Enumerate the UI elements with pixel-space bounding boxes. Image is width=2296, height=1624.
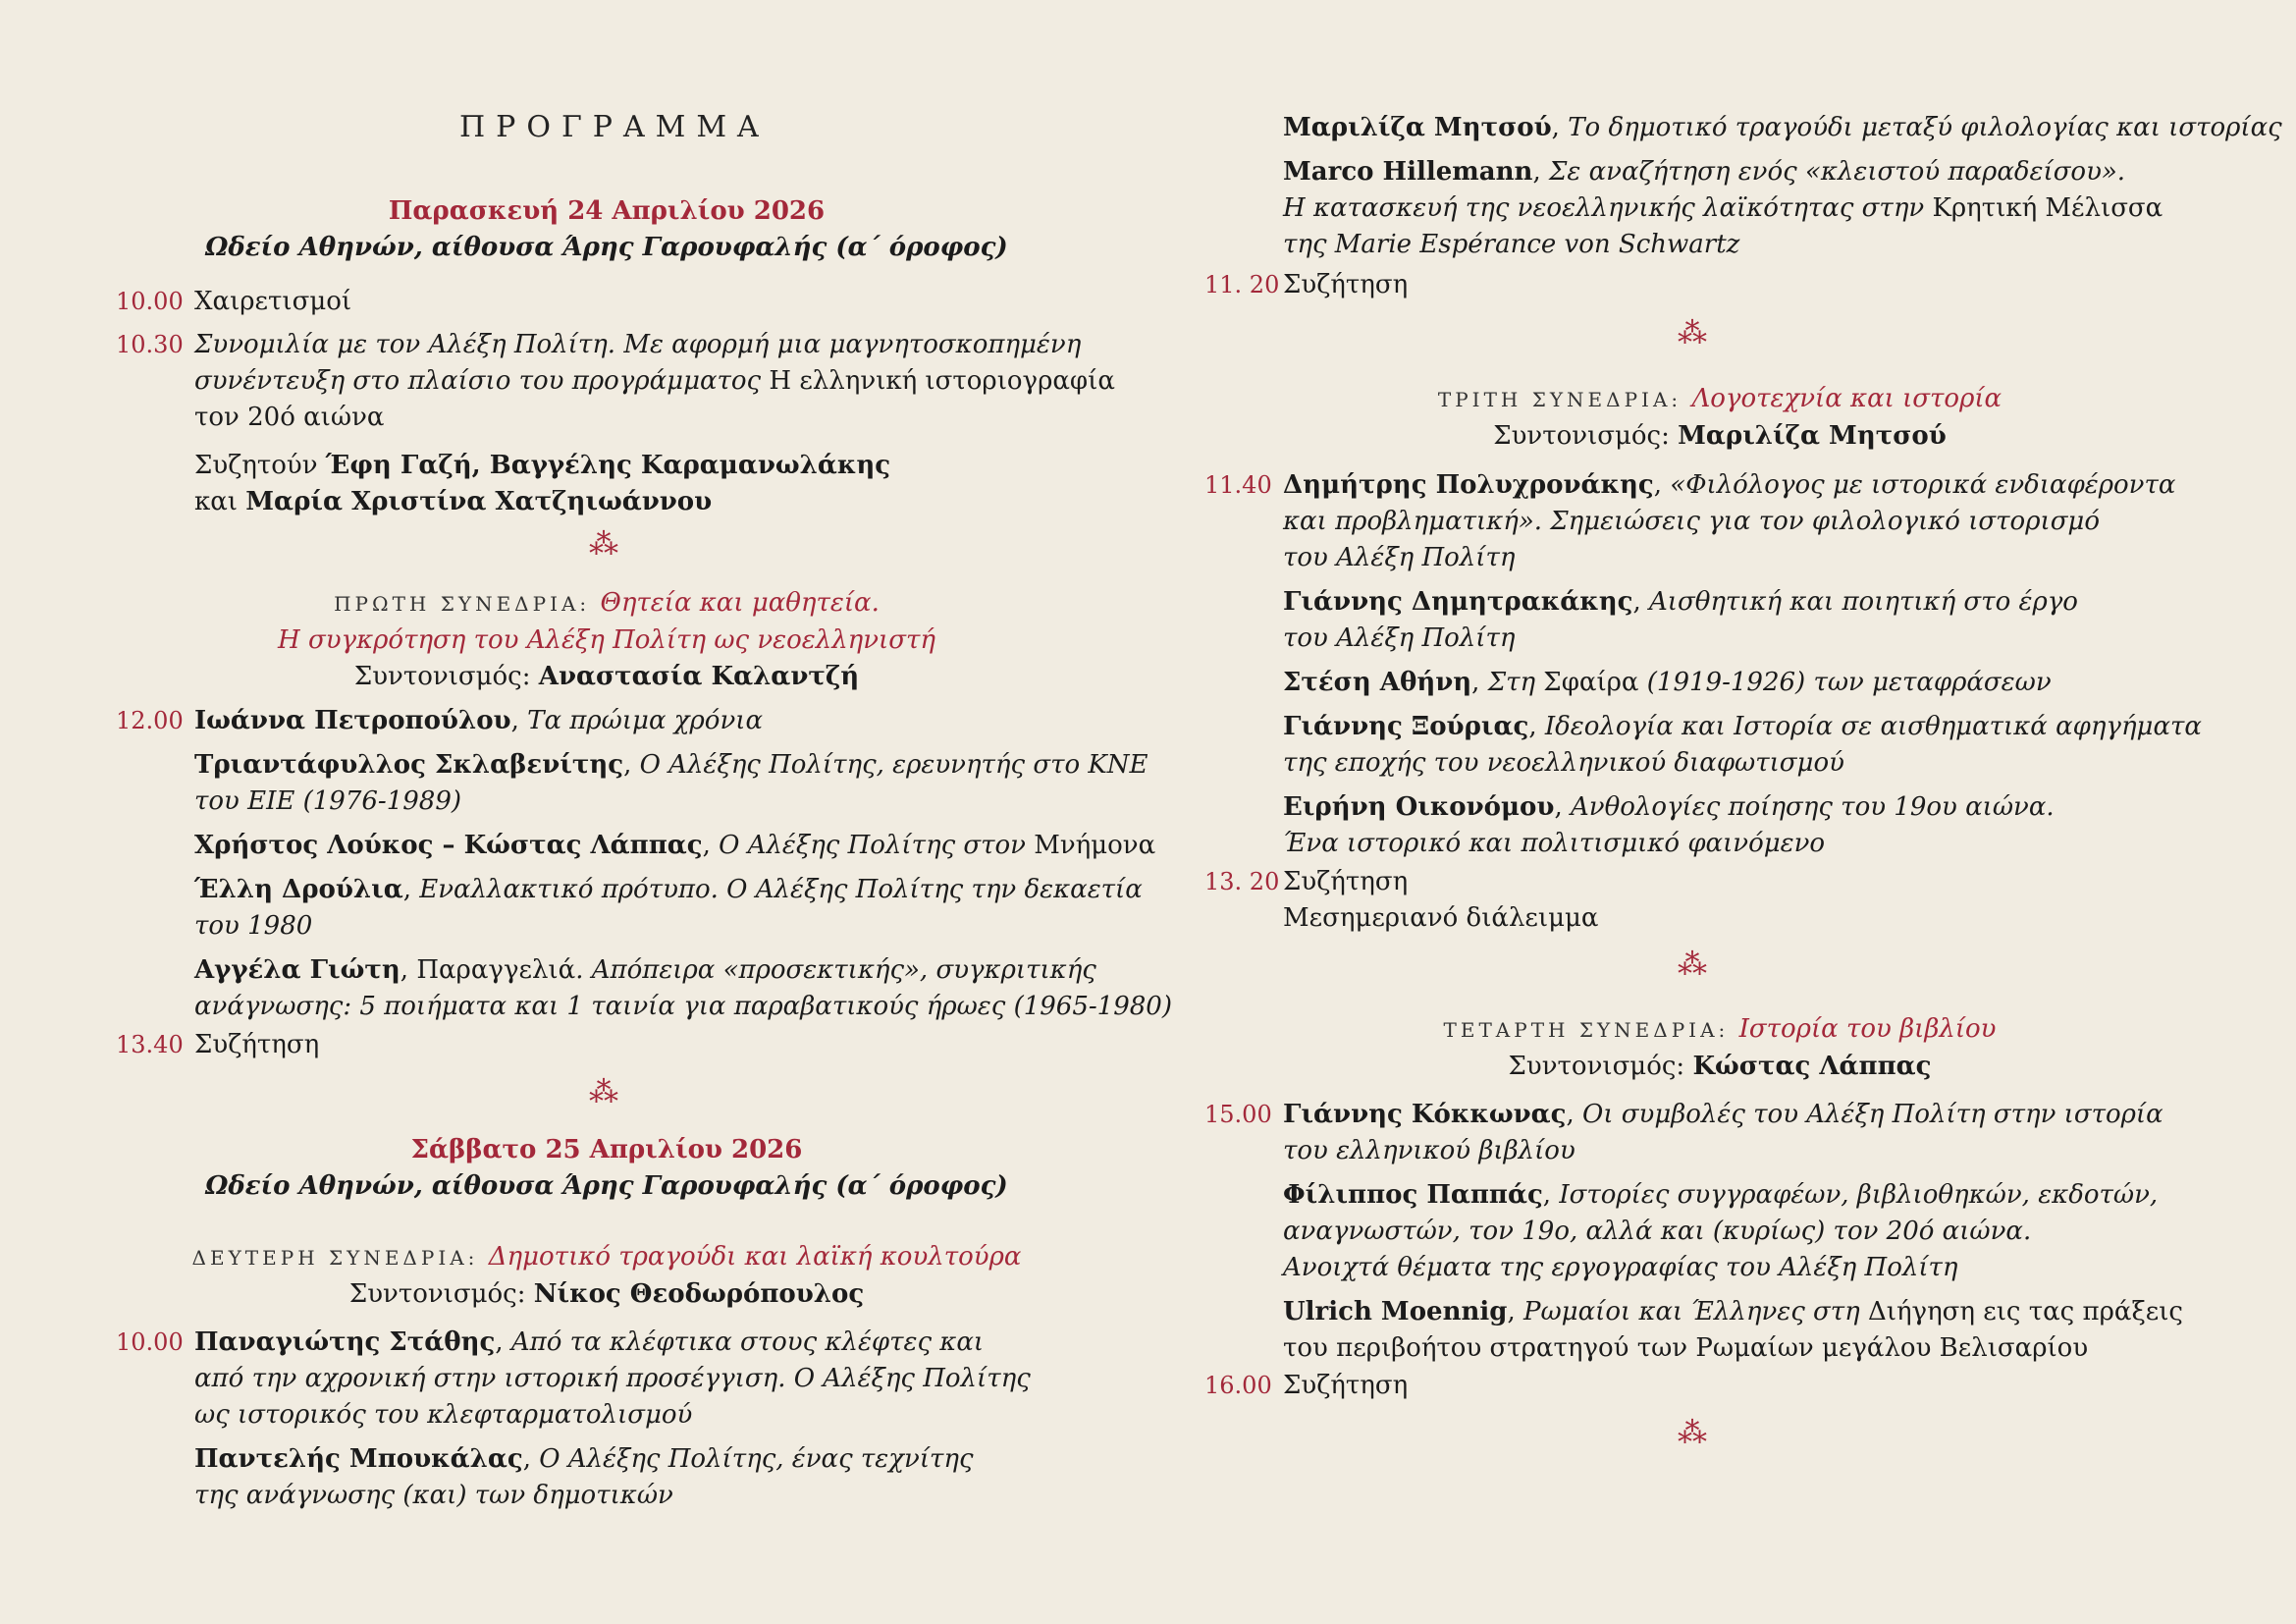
ornament-icon: ⁂: [1678, 1416, 1707, 1450]
time-label: 15.00: [1204, 1101, 1272, 1128]
session-chair: Συντονισμός: Νίκος Θεοδωρόπουλος: [348, 1279, 865, 1309]
ornament-icon: ⁂: [1678, 316, 1707, 351]
time-label: 11. 20: [1204, 271, 1280, 298]
session1-header: [116, 585, 1097, 695]
right-page: [1204, 0, 2282, 1624]
talk-title-line: Συνομιλία με τον Αλέξη Πολίτη. Με αφορμή μια μαγνητοσκοπημένη: [194, 330, 1082, 359]
discussants: Συζητούν Έφη Γαζή, Βαγγέλης Καραμανωλάκης: [194, 451, 891, 480]
talk: Δημήτρης Πολυχρονάκης, «Φιλόλογος με ιστορικά ενδιαφέροντα και προβληματική». Σημειώσεις για τον φιλολογικό ιστορισμό του Αλέξη Πολίτη: [1283, 470, 2176, 572]
time-label: 10.30: [116, 331, 184, 358]
left-page: [116, 0, 1172, 1624]
session-title: ΤΕΤΑΡΤΗ ΣΥΝΕΔΡΙΑ: Ιστορία του βιβλίου: [1443, 1014, 1997, 1044]
session-chair: Συντονισμός: Κώστας Λάππας: [1508, 1052, 1932, 1081]
ornament-icon: ⁂: [589, 1075, 618, 1110]
session3-header: [1204, 381, 2235, 455]
discussion-text: Συζήτηση: [1283, 270, 1409, 299]
talk: Ιωάννα Πετροπούλου, Τα πρώιμα χρόνια: [194, 706, 764, 735]
discussion-text: Συζήτηση: [1283, 1371, 1409, 1400]
talk-title-line: τον 20ό αιώνα: [194, 403, 385, 432]
talk: Παντελής Μπουκάλας, Ο Αλέξης Πολίτης, ένας τεχνίτης της ανάγνωσης (και) των δημοτικών: [194, 1444, 974, 1510]
time-label: 10.00: [116, 1328, 184, 1356]
talk: Marco Hillemann, Σε αναζήτηση ενός «κλειστού παραδείσου». Η κατασκευή της νεοελληνικής λαϊκότητας στην Κρητική Μέλισσα της Marie Espérance von Schwartz: [1283, 157, 2163, 259]
day2-header: [116, 1132, 1097, 1205]
discussants: και Μαρία Χριστίνα Χατζηιωάννου: [194, 487, 713, 516]
talk: Έλλη Δρούλια, Εναλλακτικό πρότυπο. Ο Αλέξης Πολίτης την δεκαετία του 1980: [194, 875, 1143, 941]
talk: Παναγιώτης Στάθης, Από τα κλέφτικα στους κλέφτες και από την αχρονική στην ιστορική προσέγγιση. Ο Αλέξης Πολίτης ως ιστορικός του κλεφταρματολισμού: [194, 1327, 1031, 1430]
time-label: 10.00: [116, 288, 184, 315]
time-label: 12.00: [116, 707, 184, 734]
session-topic: Η συγκρότηση του Αλέξη Πολίτη ως νεοελληνιστή: [278, 625, 935, 655]
talk: Χρήστος Λούκος – Κώστας Λάππας, Ο Αλέξης Πολίτης στον Μνήμονα: [194, 831, 1156, 860]
talk: Ειρήνη Οικονόμου, Ανθολογίες ποίησης του 19ου αιώνα. Ένα ιστορικό και πολιτισμικό φαινόμενο: [1283, 792, 2055, 858]
talk: Στέση Αθήνη, Στη Σφαίρα (1919-1926) των μεταφράσεων: [1283, 668, 2052, 697]
ornament-icon: ⁂: [1678, 947, 1707, 982]
day2-date: Σάββατο 25 Απριλίου 2026: [410, 1135, 803, 1164]
talk: Μαριλίζα Μητσού, Το δημοτικό τραγούδι μεταξύ φιλολογίας και ιστορίας: [1283, 113, 2282, 142]
session-title: ΠΡΩΤΗ ΣΥΝΕΔΡΙΑ: Θητεία και μαθητεία.: [334, 588, 880, 618]
time-label: 13.40: [116, 1031, 184, 1058]
session4-header: [1204, 1011, 2235, 1085]
page-title: ΠΡΟΓΡΑΜΜΑ: [459, 110, 770, 144]
day1-header: [116, 193, 1097, 266]
talk: Γιάννης Ξούριας, Ιδεολογία και Ιστορία σε αισθηματικά αφηγήματα της εποχής του νεοελληνικού διαφωτισμού: [1283, 712, 2202, 778]
day1-venue: Ωδείο Αθηνών, αίθουσα Άρης Γαρουφαλής (α΄ όροφος): [205, 233, 1008, 262]
talk: Γιάννης Δημητρακάκης, Αισθητική και ποιητική στο έργο του Αλέξη Πολίτη: [1283, 587, 2078, 653]
talk: Αγγέλα Γιώτη, Παραγγελιά. Απόπειρα «προσεκτικής», συγκριτικής ανάγνωσης: 5 ποιήματα και 1 ταινία για παραβατικούς ήρωες (1965-1980): [194, 955, 1172, 1021]
discussion-text: Συζήτηση: [194, 1030, 320, 1059]
time-label: 13. 20: [1204, 868, 1280, 895]
session-title: ΤΡΙΤΗ ΣΥΝΕΔΡΙΑ: Λογοτεχνία και ιστορία: [1437, 384, 2002, 413]
time-label: 11.40: [1204, 471, 1272, 499]
ornament-icon: ⁂: [589, 527, 618, 562]
day2-venue: Ωδείο Αθηνών, αίθουσα Άρης Γαρουφαλής (α΄ όροφος): [205, 1171, 1008, 1201]
talk: Ulrich Moennig, Ρωμαίοι και Έλληνες στη Διήγηση εις τας πράξεις του περιβοήτου στρατηγού των Ρωμαίων μεγάλου Βελισαρίου: [1283, 1297, 2183, 1363]
time-label: 16.00: [1204, 1372, 1272, 1399]
welcome-text: Χαιρετισμοί: [194, 287, 352, 316]
lunch-break: Μεσημεριανό διάλειμμα: [1283, 903, 1599, 933]
day1-date: Παρασκευή 24 Απριλίου 2026: [388, 196, 826, 226]
session2-header: [116, 1239, 1097, 1313]
talk: Φίλιππος Παππάς, Ιστορίες συγγραφέων, βιβλιοθηκών, εκδοτών, αναγνωστών, τον 19ο, αλλά και (κυρίως) τον 20ό αιώνα. Ανοιχτά θέματα της εργογραφίας του Αλέξη Πολίτη: [1283, 1180, 2159, 1282]
session-chair: Συντονισμός: Μαριλίζα Μητσού: [1493, 421, 1947, 451]
session-title: ΔΕΥΤΕΡΗ ΣΥΝΕΔΡΙΑ: Δημοτικό τραγούδι και λαϊκή κουλτούρα: [191, 1242, 1022, 1272]
talk: Τριαντάφυλλος Σκλαβενίτης, Ο Αλέξης Πολίτης, ερευνητής στο ΚΝΕ του ΕΙΕ (1976-1989): [194, 750, 1148, 816]
talk-title-line: συνέντευξη στο πλαίσιο του προγράμματος Η ελληνική ιστοριογραφία: [194, 366, 1115, 396]
talk: Γιάννης Κόκκωνας, Οι συμβολές του Αλέξη Πολίτη στην ιστορία του ελληνικού βιβλίου: [1283, 1100, 2163, 1165]
session-chair: Συντονισμός: Αναστασία Καλαντζή: [353, 662, 860, 691]
discussion-text: Συζήτηση: [1283, 867, 1409, 896]
